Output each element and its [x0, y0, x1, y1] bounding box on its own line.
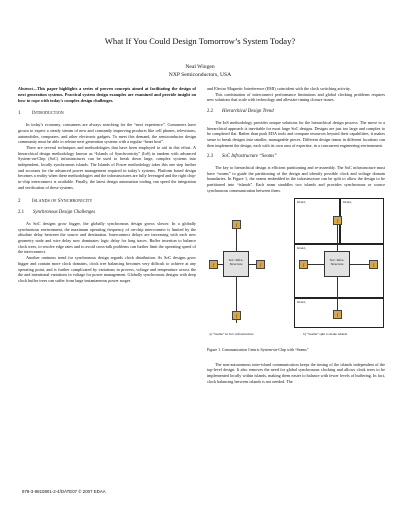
- abstract: [18, 86, 196, 103]
- section-2-3-heading: [207, 154, 385, 160]
- function-block: f: [232, 220, 241, 229]
- paragraph: In today’s economy, consumers are always searching for the “next experience”. Consumers have grown to expect a steady stream of new and constantly improving products like cell phones, televisions, automobiles, computers, and other electronic gadgets. To meet this demand, the semiconductor design community must be able to release next generation systems with a regular “heart beat”.: [18, 122, 196, 145]
- right-column: [207, 86, 385, 384]
- section-1-heading: [18, 111, 196, 117]
- section-title: Introduction: [32, 111, 64, 117]
- paper-title: What If You Could Design Tomorrow’s System Today?: [104, 36, 296, 46]
- paragraph: The IoS methodology provides unique solutions for the hierarchical design process. The move to a hierarchical approach is inevitable for most large SoC designs. Designs are just too large and complex to be completed flat. Rather than push EDA tools and compute resources beyond their capabilities, it makes sense to break designs into smaller, manageable pieces. Different design teams in different locations can then implement the design, each with its own area of expertise, in a concurrent engineering environment.: [207, 119, 385, 148]
- copyright-footer: 978-3-9810801-2-4/DATE07 © 2007 EDAA: [22, 489, 106, 494]
- author-block: [0, 63, 400, 79]
- function-block: f: [256, 260, 265, 269]
- section-2-1-heading: [18, 210, 196, 216]
- soc-infrastructure-block: SoC Infra-Structure: [223, 251, 249, 277]
- section-title: Hierarchical Design Trend: [222, 109, 274, 115]
- island-label: Island₁: [297, 199, 306, 204]
- function-block: f: [333, 216, 342, 225]
- section-title: Islands of Synchronicity: [32, 198, 93, 204]
- section-title: Synchronous Design Challenges: [33, 210, 96, 216]
- section-number: 1: [18, 111, 21, 117]
- left-column: [18, 86, 196, 284]
- author-affiliation: NXP Semiconductors, USA: [168, 72, 232, 78]
- section-number: 2.2: [207, 109, 213, 115]
- function-block: f: [209, 260, 218, 269]
- island-label: Island₃: [343, 199, 352, 204]
- island-3: [340, 198, 384, 244]
- paragraph: As SoC designs grow bigger, the globally synchronous design grows slower. In a globally synchronous environment, the maximum operating frequency of on-chip interconnect is limited by the absolute delay between the source and destination. Interconnect delays are increasing with each new geometry node and wire delay now dominates logic delay for long traces. Buffer insertion to balance clock trees, to resolve edge rates and to avoid cross-talk problems can further limit the operating speed of the interconnect.: [18, 220, 196, 255]
- function-block: f: [299, 260, 308, 269]
- section-title: SoC Infrastructure “Seams”: [222, 154, 277, 160]
- section-2-2-heading: [207, 109, 385, 115]
- author-name: Neal Wingen: [185, 64, 215, 70]
- function-block: f: [369, 260, 378, 269]
- abstract-label: Abstract: [18, 86, 33, 91]
- paragraph: Another ominous trend for synchronous design regards clock distribution. As SoC designs grow bigger and contain more clock domains, clock tree balancing becomes very difficult to achieve at any operating point, and is further complicated by variations in process, voltage and temperature across the die and intentional variations in voltage for power management. Globally synchronous designs with deep clock buffer trees can suffer from large instantaneous power surges: [18, 255, 196, 283]
- section-number: 2: [18, 198, 21, 204]
- soc-infrastructure-block: SoC Infra-Structure: [324, 251, 350, 277]
- figure-caption: Figure 1. Communication Centric System-on-Chip with “Seams”: [207, 347, 309, 352]
- island-label: Island₄: [297, 299, 306, 304]
- figure-subcaption-b: b) “Seams” split to make islands: [303, 331, 348, 336]
- paragraph: and Electro Magnetic Interference (EMI) coincident with the clock switching activity.: [207, 86, 351, 91]
- paragraph: The non-autonomous inter-island communication keeps the timing of the islands independent of the top-level design. It also removes the need for global synchronous clocking and allows clock trees to be implemented locally within islands, making them easier to balance with fewer levels of buffering. In fact, clock balancing between islands is not needed. The: [207, 361, 385, 384]
- paragraph: There are several techniques and methodologies that have been employed to aid in this effort. A hierarchical design methodology known as “Islands of Synchronicity” (IoS) in tandem with advanced System-on-Chip (SoC) infrastructures can be used to break down large, complex systems into independent, locally synchronous islands. The Islands of Power methodology takes this one step further and accounts for the advanced power management required in today’s systems. Platform based design becomes a reality when these methodologies and the infrastructures are fully leveraged and the right chip-to-chip interconnect is available. Finally, the latest design automation tooling can speed the integration and verification of these systems.: [18, 144, 196, 190]
- island-label: Island₂: [297, 245, 306, 250]
- function-block: f: [333, 310, 342, 319]
- section-2-heading: [18, 199, 196, 205]
- section-number: 2.1: [18, 210, 24, 216]
- abstract-text: —This paper highlights a series of proven concepts aimed at facilitating the design of next generation systems. Practical system design examples are examined and provide insight on how to cope with today’s complex design challenges.: [18, 86, 196, 103]
- function-block: f: [232, 311, 241, 320]
- figure-subcaption-a: a) “Seams” in SoC infrastructure: [209, 331, 254, 336]
- figure-1: [207, 198, 385, 362]
- section-number: 2.3: [207, 154, 213, 160]
- paragraph: This combination of interconnect performance limitations and global clocking problems requires new solutions that scale with technology and alleviate timing closure issues.: [207, 91, 385, 103]
- paragraph: The key to hierarchical design is efficient partitioning and re-assembly. The SoC infrastructure must have “seams” to guide the partitioning of the design and identify possible clock and voltage domain boundaries. In Figure 1, the seams embedded in the infrastructure can be split to allow the design to be partitioned into “islands”. Each seam straddles two islands and provides synchronous or source synchronous communication between them.: [207, 165, 385, 193]
